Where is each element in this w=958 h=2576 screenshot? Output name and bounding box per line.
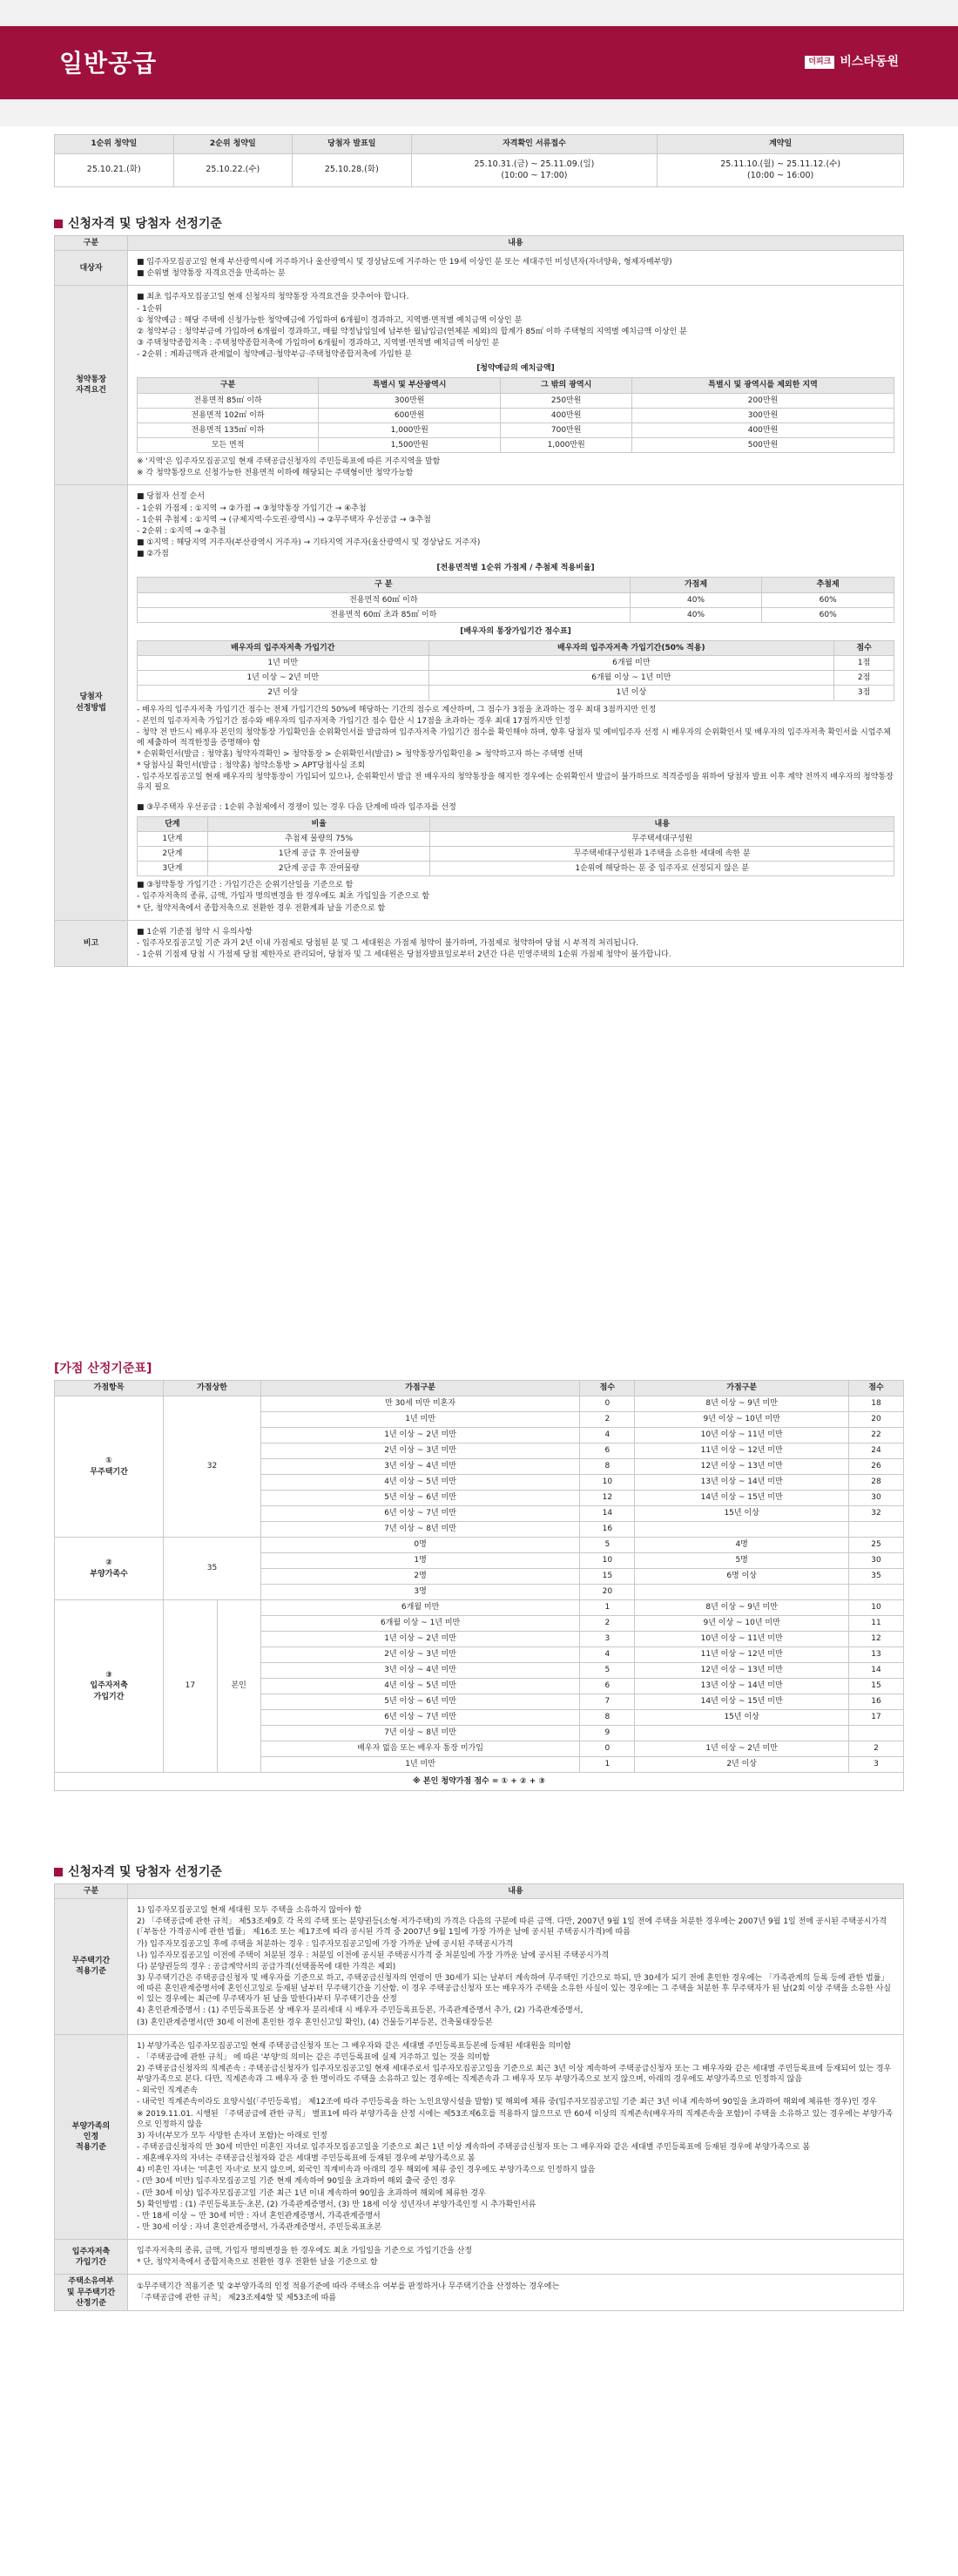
sub-title: [청약예금의 예치금액]	[476, 364, 555, 374]
remark-line: - 입주자모집공고일 기준 과거 2년 이내 가점제로 당첨된 분 및 그 세대원은 가점제 청약이 불가하며, 가점제로 청약하여 당첨 시 부적격 처리됩니다.	[137, 938, 639, 948]
schedule-value: 25.11.10.(월) ~ 25.11.12.(수) (10:00 ~ 16:00)	[658, 154, 904, 187]
col-header: 구분	[55, 1884, 128, 1899]
remark-line: ■ 1순위 기준점 청약 시 유의사항	[137, 927, 253, 936]
priority-header: 내용	[430, 816, 894, 831]
priority-intro: ■ ③무주택자 우선공급 : 1순위 추첨제에서 경쟁이 있는 경우 다음 단계에 따라 입주자를 선정	[137, 802, 456, 812]
points-row: 3년 이상 ~ 4년 미만 8 12년 이상 ~ 13년 미만 26	[55, 1459, 904, 1475]
schedule-header: 2순위 청약일	[173, 135, 293, 154]
points-header: 가점구분	[635, 1381, 849, 1396]
row-label: 무주택기간 적용기준	[55, 1899, 128, 2035]
spouse-row: 2년 이상 1년 이상 3점	[138, 686, 894, 700]
points-heading: [가점 산정기준표]	[54, 1362, 152, 1376]
r2-line: - 「주택공급에 관한 규칙」 에 따른 '부양'의 의미는 같은 주민등록표에 실제 거주하고 있는 것을 의미함	[137, 2052, 490, 2062]
winner-note: - 청약 전 반드시 배우자 본인의 청약통장 가입확인을 순위확인서를 발급하여 입주자저축 가입기간 점수를 확인해야 하며, 향후 당첨자 및 예비입주자 선정 시 배우자의 순위확인서 및 배우자의 입주자저축 확인서를 시업주체에 제출하여 적격한정을 증명해야 함	[137, 727, 891, 747]
points-row: 2명 15 6명 이상 35	[55, 1569, 904, 1585]
bank-line: - 2순위 : 계좌금액과 관계없이 청약예금·청약부금·주택청약종합저축에 가입한 분	[137, 350, 412, 360]
period-line: * 단, 청약저축에서 종합저축으로 전환한 경우 전환계좌 날을 기준으로 함	[137, 903, 386, 913]
schedule-value: 25.10.31.(금) ~ 25.11.09.(일) (10:00 ~ 17:00)	[411, 154, 658, 187]
r2-line: - 주택공급신청자의 만 30세 미만인 미혼인 자녀로 입주자모집공고일을 기준으로 최근 1년 이상 계속하여 주택공급신청자 또는 그 배우자와 같은 세대별 주민등록표에 등재된 경우에 부양가족으로 봄	[137, 2142, 811, 2152]
points-row: ② 부양가족수 35 0명 5 4명 25	[55, 1538, 904, 1553]
spouse-row: 1년 이상 ~ 2년 미만 6개월 이상 ~ 1년 미만 2점	[138, 671, 894, 686]
winner-note: * 당첨사실 확인서(발급 : 청약홈) 청약소통방 > APT당첨사실 조회	[137, 761, 366, 771]
winner-note: - 본인의 입주자저축 가입기간 점수와 배우자의 입주자저축 가입기간 점수 합산 시 17점을 초과하는 경우 최대 17점까지만 인정	[137, 716, 570, 726]
self-label: 본인	[217, 1600, 260, 1772]
bank-note: ※ 각 청약통장으로 신청가능한 전용면적 이하에 해당되는 주택형이만 청약가능함	[137, 469, 414, 478]
r1-line: 가) 입주자모집공고일 후에 주택을 처분하는 경우 : 입주자모집공고일에 가장 가까운 날에 공시된 주택공시가격	[137, 1939, 514, 1949]
r4-line: 「주택공급에 관한 규칙」 제23조제4항 및 제53조에 따름	[137, 2294, 336, 2303]
points-row: 1년 미만 1 2년 이상 3	[55, 1757, 904, 1773]
deposit-header: 구분	[138, 378, 319, 393]
r2-line: - 만 18세 이상 ~ 만 30세 미만 : 자녀 혼인관계증명서, 가족관계증명서	[137, 2211, 381, 2221]
points-row: 1년 이상 ~ 2년 미만 3 10년 이상 ~ 11년 미만 12	[55, 1632, 904, 1647]
period-line: - 입주자저축의 종류, 금액, 가입자 명의변경을 한 경우에도 최초 가입일을 기준으로 함	[137, 892, 430, 902]
group-max: 17	[185, 1681, 196, 1691]
winner-note: * 순위확인서(발급 : 청약홈) 청약자격확인 > 청약통장 > 순위확인서(발급) > 청약통장가입확인용 > 청약하고자 하는 주택명 선택	[137, 750, 583, 760]
sub-title: [전용면적별 1순위 가점제 / 추첨제 적용비율]	[436, 564, 595, 573]
row-body	[128, 920, 904, 966]
title-banner	[0, 26, 958, 99]
points-row: ③ 입주자저축 가입기간 17 본인 6개월 미만 1 8년 이상 ~ 9년 미만 10	[55, 1600, 904, 1616]
ratio-row: 전용면적 60㎡ 이하 40% 60%	[138, 592, 894, 607]
r2-line: - (만 30세 미만) 입주자모집공고일 기준 현재 계속하여 90일을 초과하여 해외 출국 중인 경우	[137, 2177, 455, 2187]
points-row: 5년 이상 ~ 6년 미만 12 14년 이상 ~ 15년 미만 30	[55, 1491, 904, 1506]
spouse-header: 배우자의 입주자저축 가입기간(50% 적용)	[428, 640, 834, 655]
col-header: 내용	[128, 236, 904, 251]
r2-line: 4) 미혼인 자녀는 '미혼인 자녀'로 보지 않으며, 외국인 직계비속과 아래의 경우 해외에 체류 중인 경우에도 부양가족으로 인정하지 않음	[137, 2166, 596, 2175]
spouse-row: 1년 미만 6개월 미만 1점	[138, 656, 894, 671]
r3-line: 입주자저축의 종류, 금액, 가입자 명의변경을 한 경우에도 최초 가입일을 기준으로 가입기간을 산정	[137, 2247, 472, 2256]
points-header: 점수	[580, 1381, 635, 1396]
points-row: ① 무주택기간 32 만 30세 미만 미혼자 0 8년 이상 ~ 9년 미만 18	[55, 1396, 904, 1412]
winner-line: - 2순위 : ①지역 → ②추첨	[137, 526, 226, 536]
spouse-header: 배우자의 입주자저축 가입기간	[138, 640, 429, 655]
r1-line: (3) 혼인관계증명서(만 30세 이전에 혼인한 경우 혼인신고일 확인), (4) 건물등기부등본, 건축물대장등본	[137, 2018, 493, 2027]
points-row: 3명 20	[55, 1585, 904, 1600]
winner-line: ■ ①지역 : 해당지역 거주자(부산광역시 거주자) → 기타지역 거주자(울산광역시 및 경상남도 거주자)	[137, 538, 481, 547]
bank-line: ② 청약부금 : 청약부금에 가입하여 6개월이 경과하고, 매월 약정납입일에 납부한 월납입금(연체분 제외)의 합계가 85㎡ 이하 주택형의 지역별 예치금액 이상인 분	[137, 327, 687, 336]
priority-row: 1단계 추첨제 물량의 75% 무주택세대구성원	[138, 831, 894, 846]
bank-line: ■ 최초 입주자모집공고일 현재 신청자의 청약통장 자격요건을 갖추어야 합니다.	[137, 293, 409, 302]
brand-logo	[805, 54, 899, 71]
group-label: ① 무주택기간	[55, 1396, 164, 1538]
points-row: 1년 이상 ~ 2년 미만 4 10년 이상 ~ 11년 미만 22	[55, 1428, 904, 1444]
section-1-table	[54, 235, 904, 967]
schedule-table	[54, 134, 904, 187]
r2-line: - 내국인 직계존속이라도 요양시설(「주민등록법」 제12조에 따라 주민등록을 하는 노인요양시설을 말함) 및 해외에 체류 중(입주자모집공고일 기준 최근 3년 이내 계속하여 90일을 초과하여 해외에 체류한 경우)인 경우	[137, 2098, 877, 2107]
square-icon	[54, 220, 63, 228]
ratio-header: 추첨제	[762, 578, 894, 592]
points-header: 가점항목	[55, 1381, 164, 1396]
winner-line: ■ ②가점	[137, 550, 169, 559]
r2-line: - (만 30세 이상) 입주자모집공고일 기준 최근 1년 이내 계속하여 90일을 초과하여 해외에 체류한 경우	[137, 2188, 486, 2198]
bank-note: ※ '지역'은 입주자모집공고일 현재 주택공급신청자의 주민등록표에 따른 거주지역을 말함	[137, 457, 441, 467]
period-line: ■ ③청약통장 가입기간 : 가입기간은 순위기산일을 기준으로 함	[137, 881, 354, 890]
logo-text: 비스타동원	[840, 55, 899, 69]
schedule-header: 자격확인 서류접수	[411, 135, 658, 154]
schedule-value: 25.10.28.(화)	[293, 154, 412, 187]
group-max: 35	[164, 1538, 261, 1600]
bank-line: ③ 주택청약종합저축 : 주택청약종합저축에 가입하여 6개월이 경과하고, 지역별·면적별 예치금액 이상인 분	[137, 338, 500, 348]
points-row: 6년 이상 ~ 7년 미만 14 15년 이상 32	[55, 1506, 904, 1522]
deposit-header: 특별시 및 광역시를 제외한 지역	[632, 378, 894, 393]
logo-box: 더피크	[805, 56, 834, 68]
points-table	[54, 1380, 904, 1791]
ratio-row: 전용면적 60㎡ 초과 85㎡ 이하 40% 60%	[138, 607, 894, 622]
row-body	[128, 2275, 904, 2310]
deposit-row: 전용면적 102㎡ 이하 600만원 400만원 300만원	[138, 408, 894, 423]
r2-line: - 재혼배우자의 자녀는 주택공급신청자와 같은 세대별 주민등록표에 등재된 경우에 부양가족으로 봄	[137, 2154, 476, 2164]
spouse-header: 점수	[834, 640, 894, 655]
deposit-row: 전용면적 135㎡ 이하 1,000만원 700만원 400만원	[138, 423, 894, 437]
row-body	[128, 2034, 904, 2239]
group-label: ② 부양가족수	[55, 1538, 164, 1600]
r2-line: 1) 부양가족은 입주자모집공고일 현재 주택공급신청자 또는 그 배우자와 같은 세대별 주민등록표등본에 등재된 세대원을 의미함	[137, 2041, 571, 2051]
ratio-header: 구 분	[138, 578, 631, 592]
r1-line: 나) 입주자모집공고일 이전에 주택이 처분된 경우 : 처분일 이전에 공시된 주택공시가격 중 처분일에 가장 가까운 날에 공시된 주택공시가격	[137, 1951, 610, 1960]
section-1-heading: 신청자격 및 당첨자 선정기준	[54, 216, 222, 233]
r4-line: ①무주택기간 적용기준 및 ②부양가족의 인정 적용기준에 따라 주택소유 여부를 판정하거나 무주택기간을 산정하는 경우에는	[137, 2282, 560, 2291]
r1-line: 3) 무주택기간은 주택공급신청자 및 배우자를 기준으로 하고, 주택공급신청자의 연령이 만 30세가 되는 날부터 계속하여 무주택인 기간으로 하되, 만 30세가 되기 전에 혼인한 경우에는 「가족관계의 등록 등에 관한 법률」에 따른 혼인관계증명서에 혼인신고일로 등재된 날부터 무주택기간을 기산함. 이 경우 주택공급신청자 또는 배우자가 주택을 소유한 사실이 있는 경우에는 그 주택을 처분한 후 무주택자가 된 날(2회 이상 주택을 소유한 사실이 있는 경우에는 최근에 무주택자가 된 날을 말한다)부터 무주택기간을 산정	[137, 1973, 891, 2005]
group-label: ③ 입주자저축 가입기간	[55, 1600, 164, 1773]
hero	[0, 0, 958, 126]
r1-line: 1) 입주자모집공고일 현재 세대원 모두 주택을 소유하지 않아야 함	[137, 1906, 362, 1916]
sub-title: [배우자의 통장가입기간 점수표]	[460, 626, 571, 636]
col-header: 구분	[55, 236, 128, 251]
r1-line: 4) 혼인관계증명서 : (1) 주민등록표등본 상 배우자 분리세대 시 배우자 주민등록표등본, 가족관계증명서 추가, (2) 가족관계증명서,	[137, 2006, 584, 2016]
row-body	[128, 1899, 904, 2035]
row-label: 주택소유여부 및 무주택기간 산정기준	[55, 2275, 128, 2310]
row-label: 입주자저축 가입기간	[55, 2240, 128, 2275]
bank-line: ① 청약예금 : 해당 주택에 신청가능한 청약예금에 가입하여 6개월이 경과하고, 지역별·면적별 예치금액 이상인 분	[137, 315, 523, 325]
points-row: 5년 이상 ~ 6년 미만 7 14년 이상 ~ 15년 미만 16	[55, 1694, 904, 1710]
deposit-row: 모든 면적 1,500만원 1,000만원 500만원	[138, 437, 894, 452]
deposit-header: 특별시 및 부산광역시	[319, 378, 501, 393]
points-row: 6년 이상 ~ 7년 미만 8 15년 이상 17	[55, 1710, 904, 1726]
schedule-value: 25.10.22.(수)	[173, 154, 293, 187]
winner-line: ■ 당첨자 선정 순서	[137, 492, 205, 502]
schedule-value: 25.10.21.(화)	[55, 154, 174, 187]
target-line: ■ 입주자모집공고일 현재 부산광역시에 거주하거나 울산광역시 및 경상남도에 거주하는 만 19세 이상인 분 또는 세대주인 미성년자(자녀양육, 형제자매부양)	[137, 258, 672, 267]
points-row: 7년 이상 ~ 8년 미만 9	[55, 1726, 904, 1741]
points-row: 4년 이상 ~ 5년 미만 6 13년 이상 ~ 14년 미만 15	[55, 1679, 904, 1694]
section-2-heading: 신청자격 및 당첨자 선정기준	[54, 1864, 222, 1881]
points-header: 가점구분	[260, 1381, 580, 1396]
target-line: ■ 순위별 청약통장 자격요건을 만족하는 분	[137, 269, 286, 279]
schedule-header: 계약일	[658, 135, 904, 154]
r2-line: 2) 주택공급신청자의 직계존속 : 주택공급신청자가 입주자모집공고일 현재 세대주로서 입주자모집공고일을 기준으로 최근 3년 이상 계속하여 주택공급신청자 또는 그 배우자와 같은 세대별 주민등록표에 등재되어 있는 경우 부양가족으로 본다. 다만, 직계존속과 그 배우자 중 한 명이라도 주택을 소유하고 있는 경우에는 직계존속과 그 배우자 모두 부양가족으로 보지 않으며, 아래의 경우에도 부양가족으로 인정하지 않음	[137, 2064, 892, 2085]
priority-header: 비율	[207, 816, 430, 831]
row-body	[128, 286, 904, 485]
row-body	[128, 251, 904, 286]
r3-line: * 단, 청약저축에서 종합저축으로 전환한 경우 전환한 날을 기준으로 함	[137, 2258, 378, 2268]
r2-line: - 외국인 직계존속	[137, 2086, 198, 2096]
points-row: 4년 이상 ~ 5년 미만 10 13년 이상 ~ 14년 미만 28	[55, 1475, 904, 1491]
square-icon	[54, 1868, 63, 1876]
ratio-header: 가점제	[630, 578, 762, 592]
priority-row: 2단계 1단계 공급 후 잔여물량 무주택세대구성원과 1주택을 소유한 세대에 속한 분	[138, 847, 894, 862]
row-label: 부양가족의 인정 적용기준	[55, 2034, 128, 2239]
r1-line: 다) 분양권등의 경우 : 공급계약서의 공급가격(선택품목에 대한 가격은 제외)	[137, 1962, 396, 1971]
points-header: 가점상한	[164, 1381, 261, 1396]
points-row: 7년 이상 ~ 8년 미만 16	[55, 1522, 904, 1538]
winner-line: - 1순위 추첨제 : ①지역 → (규제지역·수도권·광역시) → ②무주택자 우선공급 → ③추첨	[137, 515, 431, 524]
group-max: 32	[164, 1396, 261, 1538]
winner-note: - 배우자의 입주자저축 가입기간 점수는 전체 가입기간의 50%에 해당하는 기간의 점수로 계산하며, 그 점수가 3점을 초과하는 경우 최대 3점까지만 인정	[137, 705, 657, 714]
points-row: 2년 이상 ~ 3년 미만 4 11년 이상 ~ 12년 미만 13	[55, 1647, 904, 1663]
winner-line: - 1순위 가점제 : ①지역 → ②가점 → ③청약통장 가입기간 → ④추첨	[137, 504, 367, 513]
r2-line: 3) 자녀(부모가 모두 사망한 손자녀 포함)는 아래로 인정	[137, 2131, 327, 2140]
points-row: 배우자 없음 또는 배우자 통장 미가입 0 1년 이상 ~ 2년 미만 2	[55, 1741, 904, 1757]
points-row: 1년 미만 2 9년 이상 ~ 10년 미만 20	[55, 1412, 904, 1428]
row-body	[128, 2240, 904, 2275]
deposit-row: 전용면적 85㎡ 이하 300만원 250만원 200만원	[138, 393, 894, 408]
points-row: 2년 이상 ~ 3년 미만 6 11년 이상 ~ 12년 미만 24	[55, 1444, 904, 1459]
r2-line: ※ 2019.11.01. 시행된 「주택공급에 관한 규칙」 별표1에 따라 부양가족을 산정 시에는 제53조제6호를 적용하지 않으므로 만 60세 이상의 직계존속(배우자의 직계존속을 포함)이 주택을 소유하고 있는 경우에는 부양가족으로 인정하지 않음	[137, 2109, 894, 2129]
row-label: 청약통장 자격요건	[55, 286, 128, 485]
r2-line: - 만 30세 이상 : 자녀 혼인관계증명서, 가족관계증명서, 주민등록표초본	[137, 2222, 382, 2232]
points-row: 6개월 이상 ~ 1년 미만 2 9년 이상 ~ 10년 미만 11	[55, 1616, 904, 1632]
bank-line: - 1순위	[137, 304, 163, 314]
priority-header: 단계	[138, 816, 208, 831]
row-label: 비고	[55, 920, 128, 966]
winner-note: - 입주자모집공고일 현재 배우자의 청약통장이 가입되어 있으나, 순위확인서 발급 전 배우자의 청약통장을 해지한 경우에는 순위확인서 발급이 불가하므로 적격증빙을 위하여 당첨자 발표 이후 계약 전까지 배우자의 청약통장 유지 필요	[137, 773, 894, 793]
points-header: 점수	[849, 1381, 904, 1396]
page-title: 일반공급	[59, 49, 158, 78]
r2-line: 5) 확인방법 : (1) 주민등록표등·초본, (2) 가족관계증명서, (3) 만 18세 이상 성년자녀 부양가족인정 시 추가확인서류	[137, 2200, 536, 2209]
r1-line: 2) 「주택공급에 관한 규칙」 제53조제9호 각 목의 주택 또는 분양권등(소형·저가주택)의 가격은 다음의 구분에 따른 금액. 다만, 2007년 9월 1일 전에 주택을 처분한 경우에는 2007년 9월 1일 전에 공시된 주택공시가격(「부동산 가격공시에 관한 법률」 제16조 또는 제17조에 따라 공시된 가격 중 2007년 9월 1일에 가장 가까운 날에 공시된 주택공시가격)에 따름	[137, 1917, 887, 1937]
row-label: 대상자	[55, 251, 128, 286]
col-header: 내용	[128, 1884, 904, 1899]
deposit-header: 그 밖의 광역시	[501, 378, 632, 393]
priority-row: 3단계 2단계 공급 후 잔여물량 1순위에 해당하는 분 중 입주자로 선정되지 않은 분	[138, 862, 894, 876]
total-note: ※ 본인 청약가점 점수 = ① + ② + ③	[55, 1773, 904, 1791]
remark-line: - 1순위 기점제 당첨 시 가점제 당첨 제한자로 관리되어, 당첨자 및 그 세대원은 당첨자발표일로부터 2년간 다른 민영주택의 1순위 가점제 청약이 불가합니다.	[137, 950, 671, 960]
row-body	[128, 485, 904, 920]
section-2-table	[54, 1883, 904, 2311]
points-row: 1명 10 5명 30	[55, 1553, 904, 1569]
row-label: 당첨자 선정방법	[55, 485, 128, 920]
schedule-header: 당첨자 발표일	[293, 135, 412, 154]
schedule-header: 1순위 청약일	[55, 135, 174, 154]
points-row: 3년 이상 ~ 4년 미만 5 12년 이상 ~ 13년 미만 14	[55, 1663, 904, 1679]
